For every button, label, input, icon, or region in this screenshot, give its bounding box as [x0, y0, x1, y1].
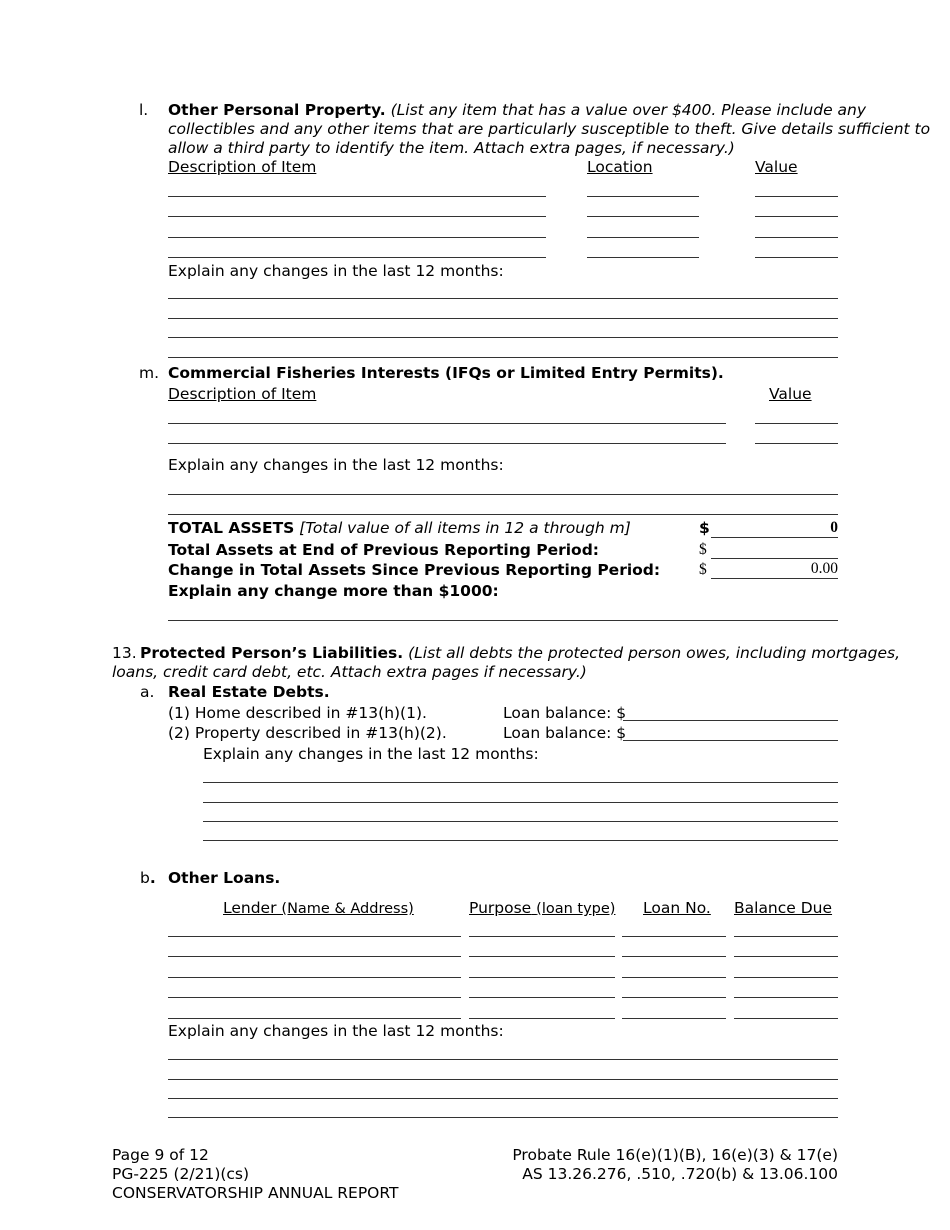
- col-lender-label: Lender: [223, 899, 277, 917]
- section-13-heading: [140, 644, 900, 662]
- footer-statute: AS 13.26.276, .510, .720(b) & 13.06.100: [522, 1165, 838, 1183]
- item-value-field[interactable]: [755, 237, 838, 238]
- section-l-heading: [168, 101, 866, 119]
- section-13a-explain-line[interactable]: [203, 782, 838, 783]
- fishery-description-field[interactable]: [168, 443, 726, 444]
- col-lender-sub: (Name & Address): [281, 901, 414, 917]
- section-13b-explain-label: Explain any changes in the last 12 months:: [168, 1022, 504, 1040]
- section-l-explain-line[interactable]: [168, 337, 838, 338]
- previous-total-currency: $: [699, 541, 707, 558]
- total-assets-row: [168, 519, 631, 537]
- section-13b-marker: [140, 869, 156, 887]
- section-l-title: Other Personal Property.: [168, 101, 386, 119]
- section-13b-explain-line[interactable]: [168, 1117, 838, 1118]
- lender-field[interactable]: [168, 977, 461, 978]
- item-description-field[interactable]: [168, 216, 546, 217]
- purpose-field[interactable]: [469, 997, 615, 998]
- purpose-field[interactable]: [469, 936, 615, 937]
- footer-page-number: Page 9 of 12: [112, 1146, 209, 1164]
- purpose-field[interactable]: [469, 956, 615, 957]
- section-l-marker: l.: [139, 101, 149, 119]
- section-13-title: Protected Person’s Liabilities.: [140, 644, 404, 662]
- property-debt-label: (2) Property described in #13(h)(2).: [168, 724, 447, 742]
- section-13a-title: Real Estate Debts.: [168, 683, 330, 701]
- col-purpose: [469, 899, 615, 917]
- section-l-explain-line[interactable]: [168, 318, 838, 319]
- item-value-field[interactable]: [755, 196, 838, 197]
- section-13-marker: 13.: [112, 644, 137, 662]
- totals-divider: [168, 514, 838, 515]
- col-purpose-label: Purpose: [469, 899, 532, 917]
- loan-no-field[interactable]: [622, 956, 726, 957]
- item-location-field[interactable]: [587, 257, 699, 258]
- item-value-field[interactable]: [755, 257, 838, 258]
- col-purpose-sub: (loan type): [536, 901, 616, 917]
- purpose-field[interactable]: [469, 1018, 615, 1019]
- item-value-field[interactable]: [755, 216, 838, 217]
- section-l-explain-label: Explain any changes in the last 12 months:: [168, 262, 504, 280]
- section-l-instructions-1: (List any item that has a value over $400. Please include any: [390, 101, 867, 119]
- section-l-explain-line[interactable]: [168, 298, 838, 299]
- balance-due-field[interactable]: [734, 977, 838, 978]
- section-l-col-value: Value: [755, 158, 798, 176]
- item-location-field[interactable]: [587, 196, 699, 197]
- footer-probate-rule: Probate Rule 16(e)(1)(B), 16(e)(3) & 17(e): [512, 1146, 838, 1164]
- section-13a-explain-line[interactable]: [203, 802, 838, 803]
- loan-no-field[interactable]: [622, 1018, 726, 1019]
- section-l-instructions-2: collectibles and any other items that are particularly susceptible to theft. Give details sufficient to: [168, 120, 931, 138]
- item-description-field[interactable]: [168, 257, 546, 258]
- section-l-col-description: Description of Item: [168, 158, 317, 176]
- section-m-explain-label: Explain any changes in the last 12 months:: [168, 456, 504, 474]
- fishery-value-field[interactable]: [755, 423, 838, 424]
- explain-change-line[interactable]: [168, 620, 838, 621]
- explain-change-label: Explain any change more than $1000:: [168, 582, 499, 600]
- section-m-title: Commercial Fisheries Interests (IFQs or Limited Entry Permits).: [168, 364, 724, 382]
- section-m-marker: m.: [139, 364, 160, 382]
- purpose-field[interactable]: [469, 977, 615, 978]
- total-assets-currency: $: [699, 519, 710, 537]
- section-l-explain-line[interactable]: [168, 357, 838, 358]
- loan-no-field[interactable]: [622, 997, 726, 998]
- section-13b-marker-dot: .: [149, 869, 156, 887]
- section-13a-explain-label: Explain any changes in the last 12 months:: [203, 745, 539, 763]
- section-l-col-location: Location: [587, 158, 653, 176]
- section-13-instructions-1: (List all debts the protected person owes, including mortgages,: [408, 644, 901, 662]
- section-m-col-value: Value: [769, 385, 812, 403]
- previous-total-label: Total Assets at End of Previous Reporting Period:: [168, 541, 599, 559]
- section-13b-marker-letter: b: [140, 869, 150, 887]
- loan-no-field[interactable]: [622, 936, 726, 937]
- section-l-instructions-3: allow a third party to identify the item. Attach extra pages, if necessary.): [168, 139, 735, 157]
- section-13b-title: Other Loans.: [168, 869, 281, 887]
- total-assets-note: [Total value of all items in 12 a through m]: [299, 519, 631, 537]
- balance-due-field[interactable]: [734, 997, 838, 998]
- item-location-field[interactable]: [587, 237, 699, 238]
- section-13a-explain-line[interactable]: [203, 840, 838, 841]
- fishery-description-field[interactable]: [168, 423, 726, 424]
- section-13b-explain-line[interactable]: [168, 1059, 838, 1060]
- item-description-field[interactable]: [168, 237, 546, 238]
- home-loan-balance-label: Loan balance: $: [503, 704, 627, 722]
- home-loan-balance-field[interactable]: [623, 720, 838, 721]
- col-balance-due: Balance Due: [734, 899, 833, 917]
- home-debt-label: (1) Home described in #13(h)(1).: [168, 704, 427, 722]
- lender-field[interactable]: [168, 1018, 461, 1019]
- total-assets-label: TOTAL ASSETS: [168, 519, 295, 537]
- lender-field[interactable]: [168, 997, 461, 998]
- section-m-explain-line[interactable]: [168, 494, 838, 495]
- section-m-col-description: Description of Item: [168, 385, 317, 403]
- lender-field[interactable]: [168, 956, 461, 957]
- col-loan-no: Loan No.: [643, 899, 711, 917]
- loan-no-field[interactable]: [622, 977, 726, 978]
- item-location-field[interactable]: [587, 216, 699, 217]
- section-13a-marker: a.: [140, 683, 155, 701]
- property-loan-balance-field[interactable]: [623, 740, 838, 741]
- change-total-currency: $: [699, 561, 707, 578]
- change-total-label: Change in Total Assets Since Previous Reporting Period:: [168, 561, 661, 579]
- footer-form-number: PG-225 (2/21)(cs): [112, 1165, 250, 1183]
- section-13a-explain-line[interactable]: [203, 821, 838, 822]
- col-lender: [223, 899, 414, 917]
- section-13-instructions-2: loans, credit card debt, etc. Attach extra pages if necessary.): [112, 663, 587, 681]
- total-assets-value: 0: [711, 518, 838, 538]
- section-13b-explain-line[interactable]: [168, 1098, 838, 1099]
- footer-form-title: CONSERVATORSHIP ANNUAL REPORT: [112, 1184, 399, 1202]
- balance-due-field[interactable]: [734, 936, 838, 937]
- change-total-value: 0.00: [711, 560, 838, 579]
- section-13b-explain-line[interactable]: [168, 1079, 838, 1080]
- fishery-value-field[interactable]: [755, 443, 838, 444]
- balance-due-field[interactable]: [734, 956, 838, 957]
- previous-total-field[interactable]: [711, 540, 838, 559]
- balance-due-field[interactable]: [734, 1018, 838, 1019]
- lender-field[interactable]: [168, 936, 461, 937]
- item-description-field[interactable]: [168, 196, 546, 197]
- property-loan-balance-label: Loan balance: $: [503, 724, 627, 742]
